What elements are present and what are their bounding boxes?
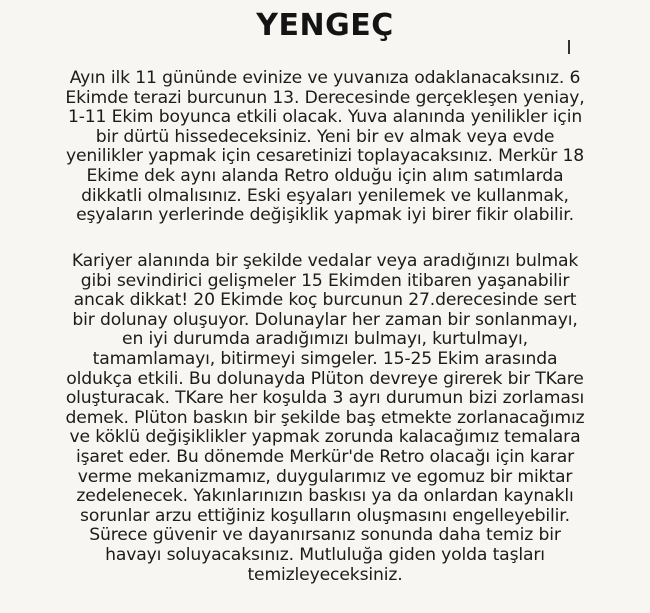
text-line: temizleyeceksiniz. — [247, 564, 403, 585]
text-line: 1-11 Ekim boyunca etkili olacak. Yuva alanında yenilikler için — [67, 107, 583, 128]
text-line: oldukça etkili. Bu dolunayda Plüton devreye girerek bir TKare — [66, 368, 584, 389]
page-title: YENGEÇ — [256, 8, 394, 43]
text-line: bir dolunay oluşuyor. Dolunaylar her zaman bir sonlanmayı, — [72, 309, 578, 330]
text-line: Sürece güvenir ve dayanırsanız sonunda daha temiz bir — [89, 525, 561, 546]
text-line: eşyaların yerlerinde değişiklik yapmak iyi birer fikir olabilir. — [76, 205, 574, 226]
text-line: demek. Plüton baskın bir şekilde baş etmekte zorlanacağımız — [65, 407, 585, 428]
text-line: Ekimde terazi burcunun 13. Derecesinde gerçekleşen yeniay, — [65, 87, 585, 108]
text-line: ancak dikkat! 20 Ekimde koç burcunun 27.derecesinde sert — [73, 290, 577, 311]
text-line: havayı soluyacaksınız. Mutluluğa giden yolda taşları — [105, 544, 545, 565]
text-line: Ayın ilk 11 gününde evinize ve yuvanıza odaklanacaksınız. 6 — [69, 68, 581, 88]
stray-mark — [568, 40, 570, 54]
text-line: gibi sevindirici gelişmeler 15 Ekimden itibaren yaşanabilir — [80, 270, 570, 291]
text-line: tamamlamayı, bitirmeyi simgeler. 15-25 Ekim arasında — [92, 348, 558, 369]
text-line: zedelenecek. Yakınlarınızın baskısı ya da onlardan kaynaklı — [76, 486, 574, 507]
text-line: bir dürtü hissedeceksiniz. Yeni bir ev almak veya evde — [95, 126, 555, 147]
text-line: dikkatli olmalısınız. Eski eşyaları yenilemek ve kullanmak, — [81, 185, 569, 206]
text-line: işaret eder. Bu dönemde Merkür'de Retro olacağı için karar — [75, 446, 575, 467]
text-line: verme mekanizmamız, duygularımız ve egomuz bir miktar — [77, 466, 573, 487]
text-line: oluşturacak. TKare her koşulda 3 ayrı durumun bizi zorlaması — [65, 388, 585, 409]
text-line: ve köklü değişiklikler yapmak zorunda kalacağımız temalara — [69, 427, 581, 448]
text-line: Ekime dek aynı alanda Retro olduğu için alım satımlarda — [86, 165, 564, 186]
text-line: en iyi durumda aradığımızı bulmayı, kurtulmayı, — [122, 329, 528, 350]
paragraph-home — [4, 69, 646, 226]
text-line: yenilikler yapmak için cesaretinizi toplayacaksınız. Merkür 18 — [65, 146, 585, 167]
text-line: Kariyer alanında bir şekilde vedalar veya aradığınızı bulmak — [71, 251, 579, 271]
paragraph-career — [4, 252, 646, 585]
text-line: sorunlar arzu ettiğiniz koşulların oluşmasını engelleyebilir. — [80, 505, 570, 526]
